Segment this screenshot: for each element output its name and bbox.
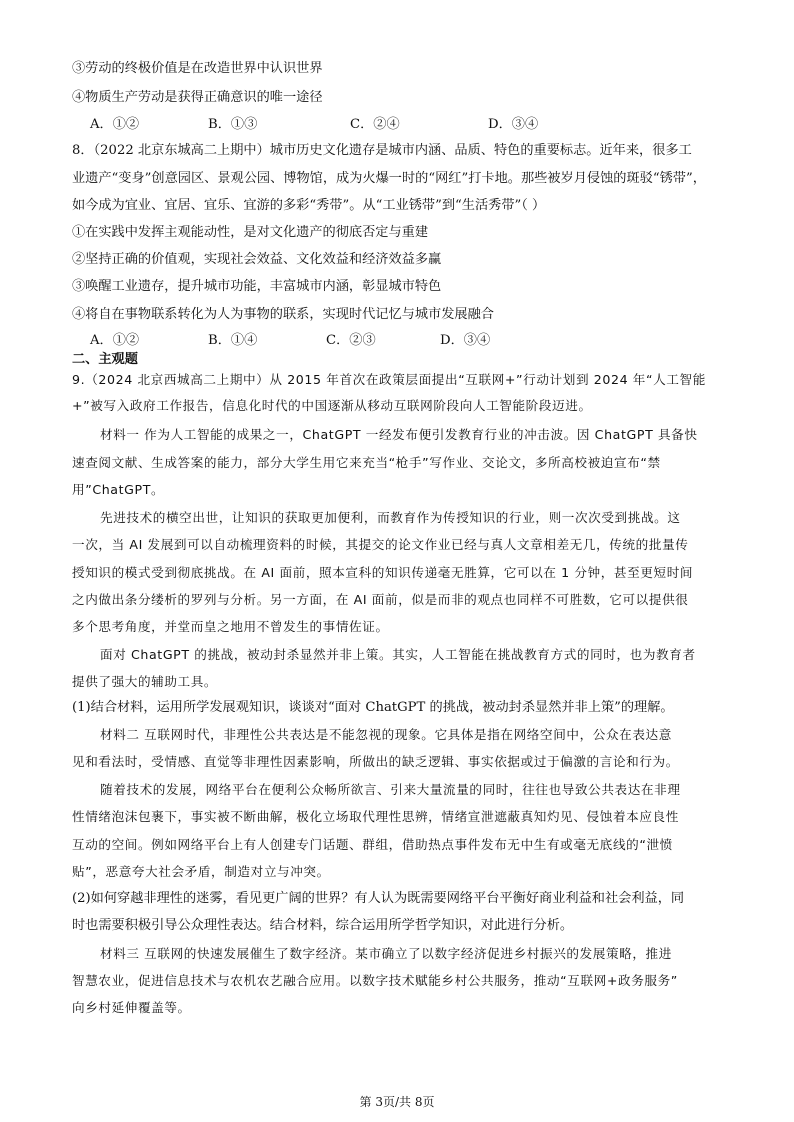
q8-statement-4: ④将自在事物联系转化为人为事物的联系，实现时代记忆与城市发展融合	[72, 307, 494, 322]
q8-option-c: C．②③	[326, 333, 376, 348]
material-1-para-2-line-2: 一次，当 AI 发展到可以自动梳理资料的时候，其提交的论文作业已经与真人文章相差无几，传统的批量传	[72, 537, 689, 552]
material-3-line-1: 材料三 互联网的快速发展催生了数字经济。某市确立了以数字经济促进乡村振兴的发展策略，推进	[100, 946, 672, 961]
material-1-para-2-line-1: 先进技术的横空出世，让知识的获取更加便利，而教育作为传授知识的行业，则一次次受到挑战。这	[100, 510, 681, 525]
q8-option-d: D．③④	[440, 333, 491, 348]
q7-option-c: C．②④	[350, 117, 400, 132]
q7-options	[90, 116, 538, 134]
q8-stem-line-1: 8．（2022 北京东城高二上期中）城市历史文化遗存是城市内涵、品质、特色的重要标志。近年来，很多工	[72, 143, 692, 158]
material-2-para-2-line-2: 性情绪泡沫包裹下，事实被不断曲解，极化立场取代理性思辨，情绪宣泄遮蔽真知灼见、侵蚀着本应良性	[72, 809, 679, 824]
material-1-para-2-line-3: 授知识的模式受到彻底挑战。在 AI 面前，照本宣科的知识传递毫无胜算，它可以在 1 分钟，甚至更短时间	[72, 565, 694, 580]
q9-intro-line-2: +”被写入政府工作报告，信息化时代的中国逐渐从移动互联网阶段向人工智能阶段迈进。	[72, 398, 592, 413]
material-1-line-2: 速查阅文献、生成答案的能力，部分大学生用它来充当“枪手”写作业、交论文，多所高校被迫宣布“禁	[72, 455, 661, 470]
q7-option-a: A．①②	[90, 117, 140, 132]
material-1-para-2-line-4: 之内做出条分缕析的罗列与分析。另一方面，在 AI 面前，似是而非的观点也同样不可胜数，它可以提供很	[72, 592, 689, 607]
material-3-line-3: 向乡村延伸覆盖等。	[72, 1000, 191, 1015]
material-2-line-2: 见和看法时，受情感、直觉等非理性因素影响，所做出的缺乏逻辑、事实依据或过于偏激的言论和行为。	[72, 754, 679, 769]
section-heading: 二、主观题	[72, 352, 138, 367]
q7-statement-4: ④物质生产劳动是获得正确意识的唯一途径	[72, 90, 323, 105]
material-1-para-2-line-5: 多个思考角度，并堂而皇之地用不曾发生的事情佐证。	[72, 619, 389, 634]
material-2-para-2-line-4: 贴”，恶意夸大社会矛盾，制造对立与冲突。	[72, 864, 330, 879]
page-footer: 第 3页/共 8页	[359, 1095, 435, 1109]
question-1: (1)结合材料，运用所学发展观知识，谈谈对“面对 ChatGPT 的挑战，被动封杀显然并非上策”的理解。	[72, 700, 674, 715]
q8-stem-line-2: 业遗产“变身”创意园区、景观公园、博物馆，成为火爆一时的“网红”打卡地。那些被岁月侵蚀的斑驳“锈带”，	[72, 171, 706, 186]
material-1-para-3-line-2: 提供了强大的辅助工具。	[72, 674, 218, 689]
q7-option-d: D．③④	[488, 117, 539, 132]
q8-statement-2: ②坚持正确的价值观，实现社会效益、文化效益和经济效益多赢	[72, 252, 442, 267]
q9-intro-line-1: 9.（2024 北京西城高二上期中）从 2015 年首次在政策层面提出“互联网+”行动计划到 2024 年“人工智能	[72, 372, 706, 387]
material-1-line-1: 材料一 作为人工智能的成果之一，ChatGPT 一经发布便引发教育行业的冲击波。因 ChatGPT 具备快	[100, 427, 698, 442]
q7-option-b: B．①③	[208, 117, 258, 132]
material-2-para-2-line-1: 随着技术的发展，网络平台在便利公众畅所欲言、引来大量流量的同时，往往也导致公共表达在非理	[100, 782, 681, 797]
q8-option-b: B．①④	[208, 333, 258, 348]
q8-statement-3: ③唤醒工业遗存，提升城市功能，丰富城市内涵，彰显城市特色	[72, 279, 442, 294]
material-1-para-3-line-1: 面对 ChatGPT 的挑战，被动封杀显然并非上策。其实，人工智能在挑战教育方式的同时，也为教育者	[100, 647, 696, 662]
q8-stem-line-3: 如今成为宜业、宜居、宜乐、宜游的多彩“秀带”。从“工业锈带”到“生活秀带”（ ）	[72, 198, 546, 213]
q8-option-a: A．①②	[90, 333, 140, 348]
material-3-line-2: 智慧农业，促进信息技术与农机农艺融合应用。以数字技术赋能乡村公共服务，推动“互联网+政务服务”	[72, 973, 678, 988]
q8-statement-1: ①在实践中发挥主观能动性，是对文化遗产的彻底否定与重建	[72, 225, 429, 240]
question-2-line-2: 时也需要积极引导公众理性表达。结合材料，综合运用所学哲学知识，对此进行分析。	[72, 918, 574, 933]
material-2-line-1: 材料二 互联网时代，非理性公共表达是不能忽视的现象。它具体是指在网络空间中，公众在表达意	[100, 727, 672, 742]
q8-options	[90, 332, 490, 350]
material-1-line-3: 用”ChatGPT。	[72, 482, 165, 497]
material-2-para-2-line-3: 互动的空间。例如网络平台上有人创建专门话题、群组，借助热点事件发布无中生有或毫无底线的“泄愤	[72, 837, 673, 852]
q7-statement-3: ③劳动的终极价值是在改造世界中认识世界	[72, 61, 323, 76]
question-2-line-1: (2)如何穿越非理性的迷雾，看见更广阔的世界？有人认为既需要网络平台平衡好商业利益和社会利益，同	[72, 891, 685, 906]
